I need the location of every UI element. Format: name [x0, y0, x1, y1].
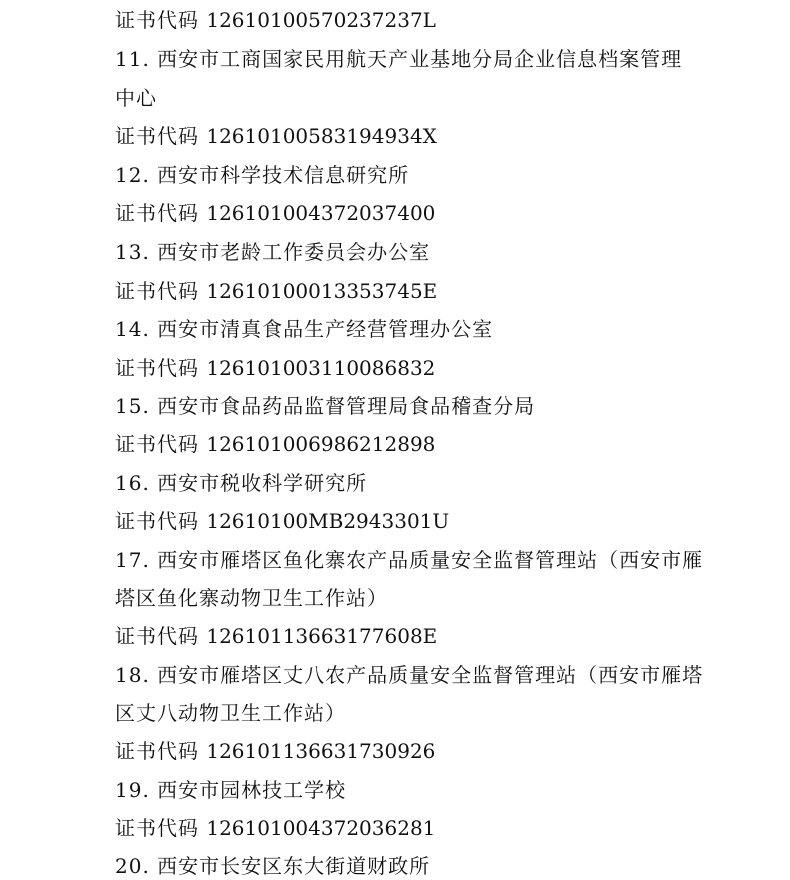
certificate-code-line: [115, 356, 435, 380]
certificate-code-line: [115, 624, 437, 648]
entry-title-continuation: 区丈八动物卫生工作站）: [115, 701, 346, 725]
code-label: 证书代码: [115, 8, 199, 32]
code-label: 证书代码: [115, 816, 199, 840]
code-value: 12610100583194934X: [206, 124, 437, 148]
entry-title-line: 15. 西安市食品药品监督管理局食品稽查分局: [115, 394, 536, 418]
certificate-code-line: [115, 8, 436, 32]
code-label: 证书代码: [115, 509, 199, 533]
code-label: 证书代码: [115, 279, 199, 303]
entry-title-line: 14. 西安市清真食品生产经营管理办公室: [115, 317, 494, 341]
entry-title-continuation: 中心: [115, 86, 157, 110]
code-label: 证书代码: [115, 124, 199, 148]
entry-title-line: 11. 西安市工商国家民用航天产业基地分局企业信息档案管理: [115, 47, 683, 71]
code-value: 12610100MB2943301U: [206, 509, 450, 533]
code-label: 证书代码: [115, 624, 199, 648]
entry-title-line: 18. 西安市雁塔区丈八农产品质量安全监督管理站（西安市雁塔: [115, 663, 704, 687]
code-value: 126101136631730926: [206, 739, 436, 763]
entry-title-line: 20. 西安市长安区东大街道财政所: [115, 854, 431, 878]
code-label: 证书代码: [115, 201, 199, 225]
code-label: 证书代码: [115, 356, 199, 380]
code-value: 126101004372037400: [206, 201, 436, 225]
certificate-code-line: [115, 432, 435, 456]
code-value: 12610113663177608E: [206, 624, 438, 648]
certificate-code-line: [115, 279, 437, 303]
entry-title-continuation: 塔区鱼化寨动物卫生工作站）: [115, 586, 388, 610]
certificate-code-line: [115, 739, 435, 763]
code-value: 126101004372036281: [206, 816, 436, 840]
code-value: 12610100570237237L: [206, 8, 436, 32]
entry-title-line: 17. 西安市雁塔区鱼化寨农产品质量安全监督管理站（西安市雁: [115, 548, 704, 572]
certificate-code-line: [115, 816, 435, 840]
entry-title-line: 13. 西安市老龄工作委员会办公室: [115, 240, 431, 264]
code-label: 证书代码: [115, 432, 199, 456]
certificate-code-line: [115, 124, 437, 148]
certificate-code-line: [115, 201, 435, 225]
certificate-code-line: [115, 509, 449, 533]
entry-title-line: 12. 西安市科学技术信息研究所: [115, 163, 410, 187]
code-label: 证书代码: [115, 739, 199, 763]
entry-title-line: 19. 西安市园林技工学校: [115, 778, 347, 802]
entry-title-line: 16. 西安市税收科学研究所: [115, 471, 368, 495]
code-value: 126101006986212898: [206, 432, 436, 456]
code-value: 126101003110086832: [206, 356, 436, 380]
code-value: 12610100013353745E: [206, 279, 438, 303]
